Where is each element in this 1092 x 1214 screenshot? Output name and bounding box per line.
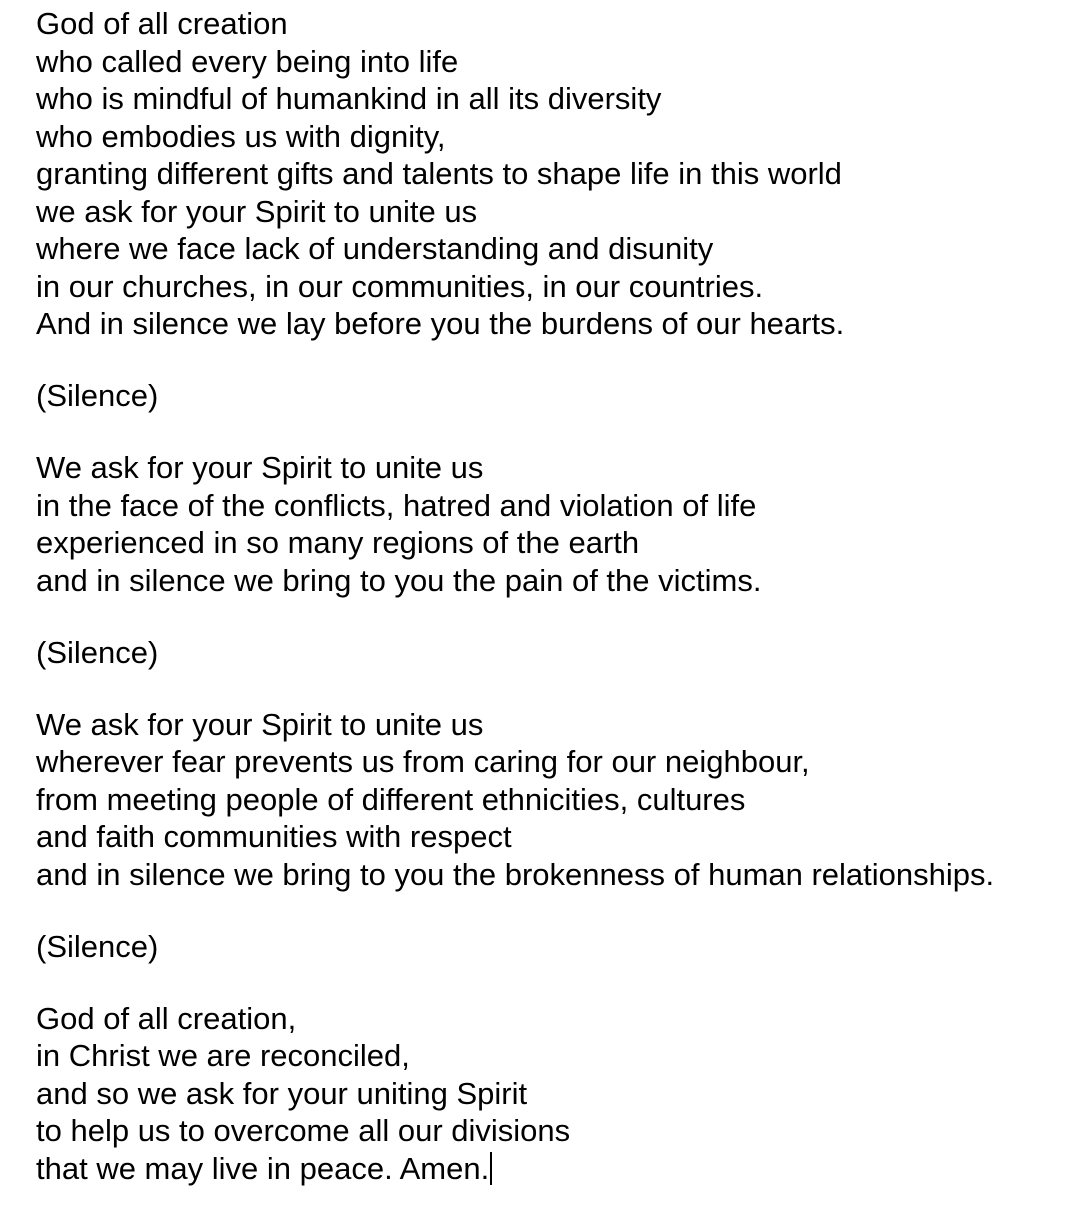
stanza-3 — [36, 706, 994, 894]
text-line: who embodies us with dignity, — [36, 118, 446, 154]
text-line: from meeting people of different ethnicities, cultures — [36, 781, 746, 817]
text-line: that we may live in peace. Amen. — [36, 1150, 490, 1186]
paragraph-gap — [36, 415, 994, 450]
paragraph-gap — [36, 965, 994, 1000]
text-line: and in silence we bring to you the pain of the victims. — [36, 562, 762, 598]
silence-1 — [36, 377, 994, 415]
text-line: We ask for your Spirit to unite us — [36, 450, 484, 485]
text-line: And in silence we lay before you the burdens of our hearts. — [36, 306, 845, 341]
text-line: We ask for your Spirit to unite us — [36, 706, 484, 742]
silence-line: (Silence) — [36, 634, 159, 670]
text-line: God of all creation, — [36, 1000, 297, 1036]
silence-3 — [36, 928, 994, 966]
text-line: wherever fear prevents us from caring for our neighbour, — [36, 744, 810, 779]
stanza-4 — [36, 1000, 994, 1188]
text-line: and so we ask for your uniting Spirit — [36, 1075, 528, 1111]
text-line: where we face lack of understanding and disunity — [36, 231, 714, 266]
silence-line: (Silence) — [36, 928, 159, 964]
paragraph-gap — [36, 893, 994, 928]
text-line: experienced in so many regions of the earth — [36, 525, 640, 560]
text-line: we ask for your Spirit to unite us — [36, 193, 478, 229]
text-line: in Christ we are reconciled, — [36, 1038, 410, 1073]
silence-line: (Silence) — [36, 378, 159, 413]
paragraph-gap — [36, 599, 994, 634]
text-line: in the face of the conflicts, hatred and violation of life — [36, 487, 757, 523]
stanza-2 — [36, 449, 994, 599]
text-line: to help us to overcome all our divisions — [36, 1113, 571, 1148]
stanza-1 — [36, 5, 994, 343]
text-line: God of all creation — [36, 6, 288, 41]
document-body[interactable] — [36, 5, 994, 1187]
text-line: who called every being into life — [36, 43, 459, 79]
text-line: granting different gifts and talents to shape life in this world — [36, 156, 842, 191]
text-line: and faith communities with respect — [36, 819, 512, 854]
last-line — [36, 1150, 994, 1188]
text-line: who is mindful of humankind in all its diversity — [36, 81, 662, 116]
text-cursor — [490, 1152, 492, 1185]
paragraph-gap — [36, 671, 994, 706]
silence-2 — [36, 634, 994, 672]
text-line: and in silence we bring to you the brokenness of human relationships. — [36, 856, 995, 892]
text-line: in our churches, in our communities, in our countries. — [36, 268, 764, 304]
paragraph-gap — [36, 343, 994, 378]
